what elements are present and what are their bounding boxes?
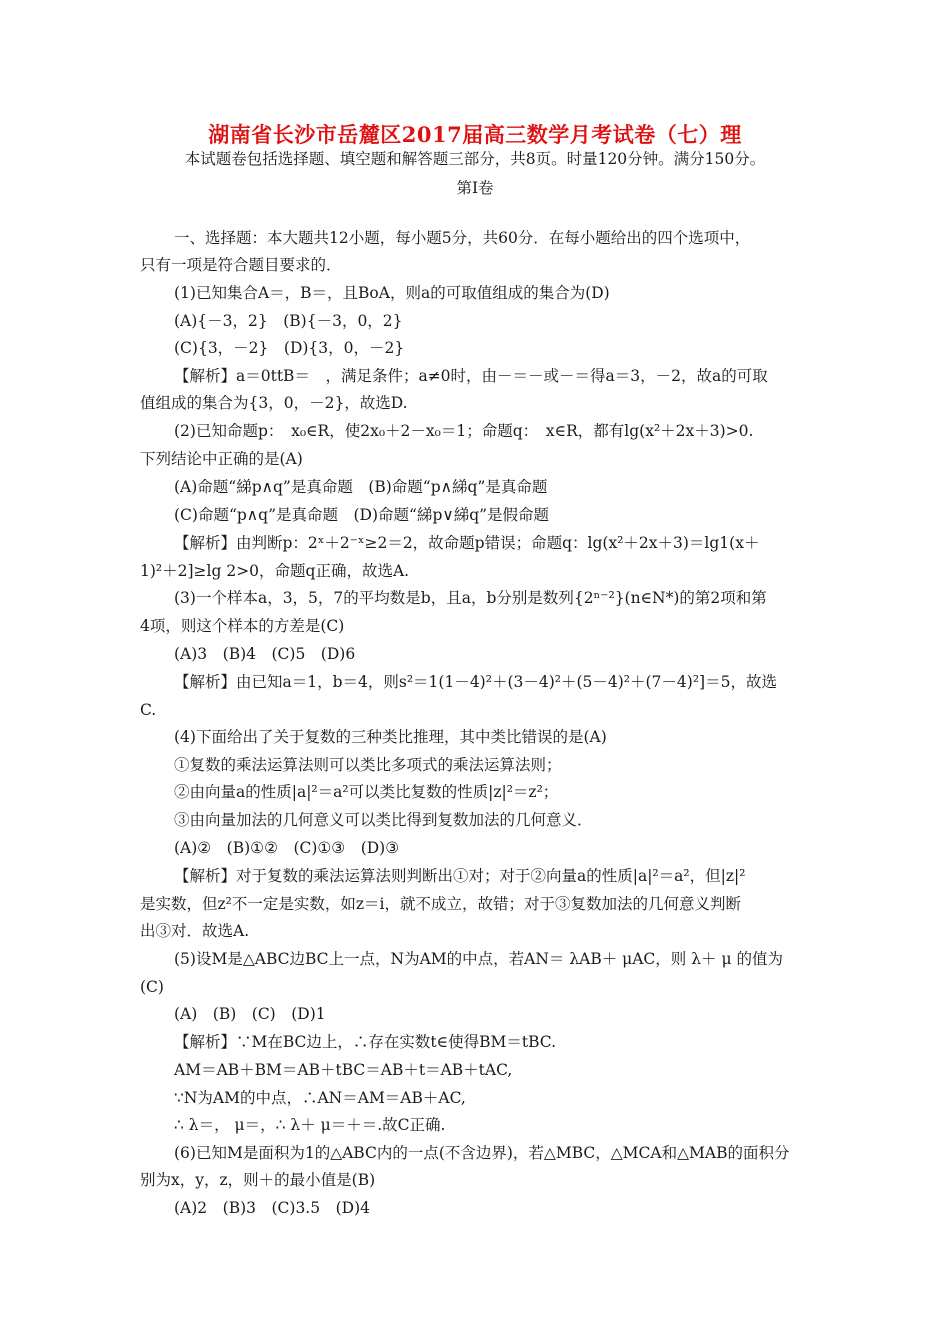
section-heading-line: 一、选择题：本大题共12小题，每小题5分，共60分．在每小题给出的四个选项中， <box>174 229 751 247</box>
question-4-options: (A)② (B)①② (C)①③ (D)③ <box>174 839 400 857</box>
solution-5: AM＝AB＋BM＝AB＋tBC＝AB＋t＝AB＋tAC, <box>174 1061 513 1079</box>
question-6-options: (A)2 (B)3 (C)3.5 (D)4 <box>174 1199 370 1217</box>
question-4-statement: ②由向量a的性质|a|²＝a²可以类比复数的性质|z|²＝z²； <box>174 783 559 801</box>
solution-4: 是实数，但z²不一定是实数，如z＝i，就不成立，故错；对于③复数加法的几何意义判断 <box>140 895 742 913</box>
solution-2: 1)²＋2]≥lg 2>0，命题q正确，故选A. <box>140 562 410 580</box>
question-6: 别为x，y，z，则＋的最小值是(B) <box>140 1171 376 1189</box>
exam-intro: 本试题卷包括选择题、填空题和解答题三部分，共8页。时量120分钟。满分150分。 <box>184 150 766 168</box>
solution-1: 值组成的集合为{3，0，－2}，故选D. <box>140 394 408 412</box>
solution-4: 【解析】对于复数的乘法运算法则判断出①对；对于②向量a的性质|a|²＝a²，但|z|² <box>174 867 746 885</box>
question-3: (3)一个样本a，3，5，7的平均数是b，且a，b分别是数列{2ⁿ⁻²}(n∈N*)的第2项和第 <box>174 589 767 607</box>
solution-2: 【解析】由判断p：2ˣ＋2⁻ˣ≥2＝2，故命题p错误；命题q：lg(x²＋2x＋3)＝lg1(x＋ <box>174 534 760 552</box>
solution-5: ∵N为AM的中点，∴AN＝AM＝AB＋AC, <box>174 1089 466 1107</box>
question-3-options: (A)3 (B)4 (C)5 (D)6 <box>174 645 356 663</box>
question-1-options: (A){－3，2} (B){－3，0，2} <box>174 312 403 330</box>
question-4-statement: ③由向量加法的几何意义可以类比得到复数加法的几何意义． <box>174 811 593 829</box>
solution-1: 【解析】a＝0ttB＝ ，满足条件；a≠0时，由－＝－或－＝得a＝3，－2，故a的可取 <box>174 367 768 385</box>
section-heading-line: 只有一项是符合题目要求的． <box>140 256 342 274</box>
solution-4: 出③对．故选A. <box>140 922 250 940</box>
question-5-options: (A) (B) (C) (D)1 <box>174 1005 326 1023</box>
question-5: (5)设M是△ABC边BC上一点，N为AM的中点，若AN＝ λAB＋ μAC，则 λ＋ μ 的值为 <box>174 950 783 968</box>
solution-5: 【解析】∵M在BC边上，∴存在实数t∈使得BM＝tBC. <box>174 1033 557 1051</box>
question-3: 4项，则这个样本的方差是(C) <box>140 617 345 635</box>
question-2: 下列结论中正确的是(A) <box>140 450 303 468</box>
exam-title: 湖南省长沙市岳麓区2017届高三数学月考试卷（七）理 <box>208 122 742 147</box>
question-5: (C) <box>140 978 164 996</box>
question-1-options: (C){3，－2} (D){3，0，－2} <box>174 339 405 357</box>
question-4: (4)下面给出了关于复数的三种类比推理，其中类比错误的是(A) <box>174 728 607 746</box>
volume-heading: 第Ⅰ卷 <box>456 179 494 197</box>
solution-3: C. <box>140 701 157 719</box>
solution-3: 【解析】由已知a＝1，b＝4，则s²＝1(1－4)²＋(3－4)²＋(5－4)²＋(7－4)²]＝5，故选 <box>174 673 777 691</box>
solution-5: ∴ λ＝， μ＝，∴ λ＋ μ＝＋＝.故C正确. <box>174 1116 446 1134</box>
question-2: (2)已知命题p： x₀∈R，使2x₀＋2－x₀＝1；命题q： x∈R，都有lg(x²＋2x＋3)>0. <box>174 422 754 440</box>
question-2-options: (A)命题“綈p∧q”是真命题 (B)命题“p∧綈q”是真命题 <box>174 478 548 496</box>
question-4-statement: ①复数的乘法运算法则可以类比多项式的乘法运算法则； <box>174 756 562 774</box>
question-1: (1)已知集合A＝，B＝，且BoA，则a的可取值组成的集合为(D) <box>174 284 610 302</box>
question-2-options: (C)命题“p∧q”是真命题 (D)命题“綈p∨綈q”是假命题 <box>174 506 550 524</box>
question-6: (6)已知M是面积为1的△ABC内的一点(不含边界)，若△MBC，△MCA和△MAB的面积分 <box>174 1144 790 1162</box>
